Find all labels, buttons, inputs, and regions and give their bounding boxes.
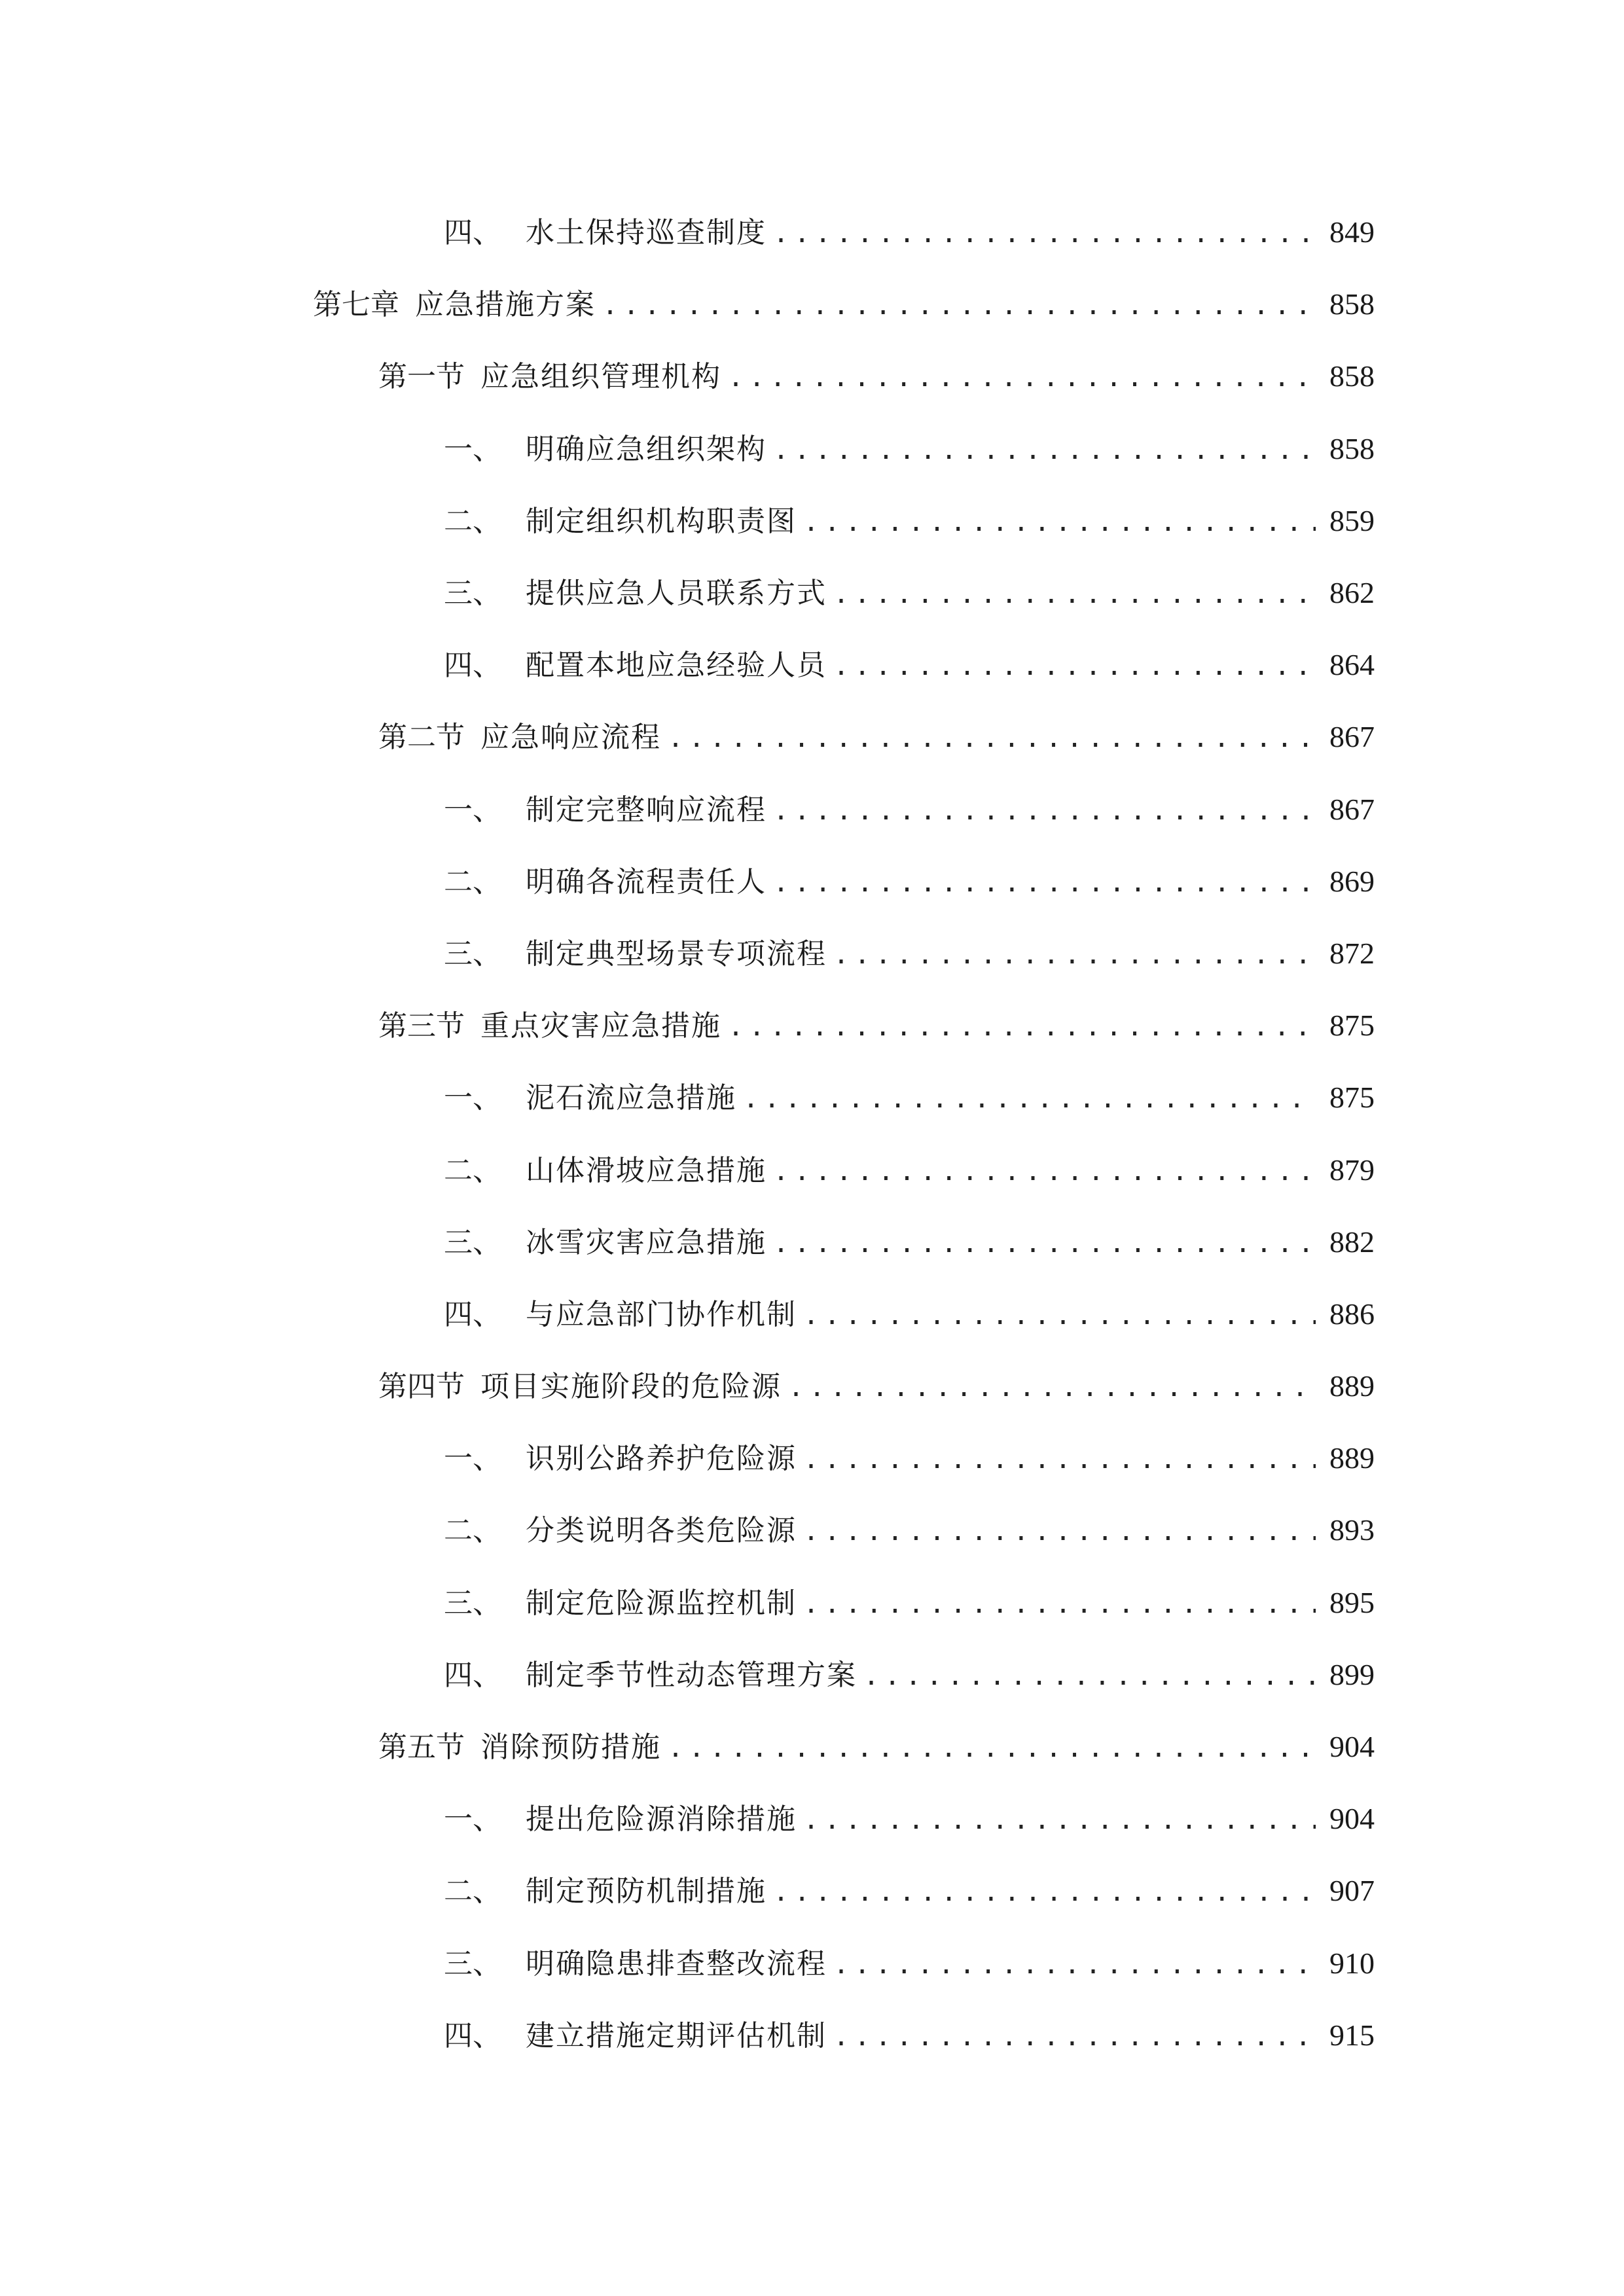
toc-entry-line: [444, 1155, 1375, 1185]
toc-entry-number: 三、: [444, 1586, 501, 1620]
toc-entry-title: 应急组织管理机构: [480, 360, 721, 394]
toc-dot-leader: [788, 1374, 1316, 1401]
toc-entry-line: [444, 1227, 1375, 1257]
toc-page-number: 889: [1329, 1369, 1375, 1403]
toc-entry[interactable]: [0, 1567, 1624, 1639]
toc-entry-title: 泥石流应急措施: [526, 1081, 736, 1115]
toc-page-number: 886: [1329, 1297, 1375, 1331]
toc-entry-title: 制定组织机构职责图: [526, 504, 797, 538]
toc-entry-number: 第七章: [313, 288, 399, 322]
toc-entry-line: [378, 1369, 1375, 1404]
toc-entry[interactable]: [0, 1206, 1624, 1278]
toc-dot-leader: [833, 942, 1316, 968]
toc-entry-number: 三、: [444, 1946, 501, 1981]
toc-entry[interactable]: [0, 990, 1624, 1062]
toc-page-number: 889: [1329, 1441, 1375, 1475]
toc-entry-title: 明确应急组织架构: [526, 432, 767, 466]
toc-dot-leader: [773, 1158, 1316, 1185]
toc-dot-leader: [833, 2024, 1316, 2050]
toc-entry-number: 二、: [444, 865, 501, 899]
toc-entry-line: [444, 1299, 1375, 1329]
toc-page-number: 867: [1329, 792, 1375, 826]
toc-entry-line: [444, 431, 1375, 466]
toc-entry[interactable]: [0, 774, 1624, 846]
toc-page-number: 899: [1329, 1657, 1375, 1691]
toc-dot-leader: [833, 653, 1316, 679]
toc-entry-title: 制定预防机制措施: [526, 1874, 767, 1909]
toc-page-number: 895: [1329, 1585, 1375, 1619]
toc-dot-leader: [602, 293, 1316, 319]
toc-dot-leader: [668, 725, 1316, 751]
toc-entry[interactable]: [0, 1350, 1624, 1422]
toc-entry[interactable]: [0, 629, 1624, 701]
toc-dot-leader: [773, 221, 1316, 247]
toc-page-number: 869: [1329, 864, 1375, 898]
toc-entry-number: 第三节: [378, 1009, 465, 1043]
toc-dot-leader: [773, 1230, 1316, 1257]
toc-entry-title: 识别公路养护危险源: [526, 1442, 797, 1476]
toc-entry-number: 二、: [444, 1153, 501, 1187]
toc-dot-leader: [728, 1014, 1316, 1040]
toc-page-number: 859: [1329, 503, 1375, 537]
toc-entry-title: 制定典型场景专项流程: [526, 937, 827, 971]
toc-page-number: 910: [1329, 1946, 1375, 1980]
toc-dot-leader: [803, 1446, 1316, 1473]
toc-page-number: 875: [1329, 1009, 1375, 1043]
toc-entry-title: 山体滑坡应急措施: [526, 1153, 767, 1187]
toc-entry-line: [444, 576, 1375, 611]
toc-entry-number: 二、: [444, 504, 501, 538]
toc-entry-title: 建立措施定期评估机制: [526, 2018, 827, 2053]
toc-entry[interactable]: [0, 1494, 1624, 1566]
toc-dot-leader: [668, 1735, 1316, 1761]
toc-dot-leader: [773, 437, 1316, 463]
toc-entry[interactable]: [0, 2000, 1624, 2072]
toc-dot-leader: [743, 1086, 1316, 1112]
toc-entry-number: 第二节: [378, 721, 465, 755]
toc-dot-leader: [803, 1518, 1316, 1545]
toc-entry-line: [444, 215, 1375, 250]
toc-entry-title: 水土保持巡查制度: [526, 216, 767, 250]
toc-entry-line: [313, 287, 1375, 322]
toc-page-number: 893: [1329, 1513, 1375, 1547]
toc-page-number: 862: [1329, 576, 1375, 610]
toc-entry-title: 消除预防措施: [480, 1731, 661, 1765]
toc-page-number: 879: [1329, 1153, 1375, 1187]
toc-entry[interactable]: [0, 1422, 1624, 1494]
toc-entry-line: [444, 1585, 1375, 1620]
toc-dot-leader: [728, 365, 1316, 391]
toc-page-number: 875: [1329, 1081, 1375, 1115]
toc-entry-line: [444, 1948, 1375, 1979]
toc-entry-line: [444, 792, 1375, 827]
toc-entry[interactable]: [0, 701, 1624, 773]
toc-entry-line: [444, 1874, 1375, 1909]
toc-entry-title: 配置本地应急经验人员: [526, 649, 827, 683]
toc-entry-line: [444, 648, 1375, 683]
toc-entry-number: 四、: [444, 216, 501, 250]
toc-entry-number: 第四节: [378, 1370, 465, 1404]
toc-page-number: 882: [1329, 1225, 1375, 1259]
toc-entry-line: [444, 2020, 1375, 2051]
toc-entry[interactable]: [0, 1639, 1624, 1711]
toc-entry[interactable]: [0, 1711, 1624, 1783]
toc-entry[interactable]: [0, 918, 1624, 990]
toc-entry-line: [444, 1513, 1375, 1548]
toc-entry[interactable]: [0, 1278, 1624, 1350]
toc-entry-number: 一、: [444, 1803, 501, 1837]
toc-entry-line: [444, 864, 1375, 899]
toc-entry-title: 重点灾害应急措施: [480, 1009, 721, 1043]
toc-entry-line: [444, 1657, 1375, 1692]
toc-entry[interactable]: [0, 1134, 1624, 1206]
toc-dot-leader: [773, 1879, 1316, 1905]
toc-entry-title: 项目实施阶段的危险源: [480, 1370, 782, 1404]
toc-page-number: 907: [1329, 1874, 1375, 1908]
toc-entry-title: 提供应急人员联系方式: [526, 577, 827, 611]
toc-dot-leader: [803, 509, 1316, 535]
toc-entry-line: [444, 1083, 1375, 1113]
toc-entry-line: [444, 936, 1375, 971]
toc-entry-title: 明确各流程责任人: [526, 865, 767, 899]
toc-entry[interactable]: [0, 557, 1624, 629]
toc-page-number: 904: [1329, 1730, 1375, 1764]
toc-entry-number: 一、: [444, 793, 501, 827]
toc-page-number: 915: [1329, 2018, 1375, 2052]
toc-entry-line: [378, 1011, 1375, 1041]
toc-page-number: 849: [1329, 215, 1375, 249]
toc-entry-line: [444, 503, 1375, 538]
toc-entry-number: 二、: [444, 1514, 501, 1548]
table-of-contents: [0, 196, 1624, 2072]
toc-entry[interactable]: [0, 846, 1624, 918]
toc-entry-number: 四、: [444, 649, 501, 683]
toc-entry-title: 明确隐患排查整改流程: [526, 1946, 827, 1981]
toc-entry[interactable]: [0, 268, 1624, 340]
toc-entry-number: 四、: [444, 1297, 501, 1331]
toc-entry-title: 制定完整响应流程: [526, 793, 767, 827]
toc-entry-line: [378, 359, 1375, 394]
toc-entry[interactable]: [0, 485, 1624, 557]
toc-entry-number: 二、: [444, 1874, 501, 1909]
toc-entry-number: 三、: [444, 577, 501, 611]
toc-page-number: 858: [1329, 431, 1375, 465]
toc-entry[interactable]: [0, 196, 1624, 268]
toc-dot-leader: [863, 1663, 1316, 1689]
toc-entry[interactable]: [0, 1928, 1624, 2000]
toc-entry[interactable]: [0, 1855, 1624, 1927]
toc-entry[interactable]: [0, 413, 1624, 485]
toc-entry-number: 三、: [444, 1225, 501, 1259]
toc-entry-number: 第五节: [378, 1731, 465, 1765]
toc-entry[interactable]: [0, 1062, 1624, 1134]
toc-entry-number: 三、: [444, 937, 501, 971]
toc-entry-line: [378, 1730, 1375, 1765]
toc-entry-number: 一、: [444, 1442, 501, 1476]
toc-entry-title: 分类说明各类危险源: [526, 1514, 797, 1548]
toc-entry-title: 提出危险源消除措施: [526, 1803, 797, 1837]
toc-entry-number: 一、: [444, 432, 501, 466]
toc-entry-number: 第一节: [378, 360, 465, 394]
toc-entry-title: 应急响应流程: [480, 721, 661, 755]
toc-page-number: 858: [1329, 359, 1375, 393]
toc-dot-leader: [803, 1807, 1316, 1833]
toc-page-number: 904: [1329, 1802, 1375, 1836]
toc-page-number: 858: [1329, 287, 1375, 321]
toc-entry[interactable]: [0, 1783, 1624, 1855]
toc-page-number: 864: [1329, 648, 1375, 682]
toc-entry-line: [444, 1441, 1375, 1476]
toc-dot-leader: [773, 798, 1316, 824]
toc-entry-title: 与应急部门协作机制: [526, 1297, 797, 1331]
toc-entry-title: 冰雪灾害应急措施: [526, 1225, 767, 1259]
toc-entry-title: 应急措施方案: [415, 288, 596, 322]
toc-entry[interactable]: [0, 340, 1624, 412]
toc-entry-title: 制定季节性动态管理方案: [526, 1658, 857, 1692]
toc-entry-line: [444, 1802, 1375, 1837]
toc-entry-number: 四、: [444, 1658, 501, 1692]
toc-dot-leader: [833, 581, 1316, 607]
toc-entry-line: [378, 720, 1375, 755]
toc-dot-leader: [773, 870, 1316, 896]
toc-entry-title: 制定危险源监控机制: [526, 1586, 797, 1620]
toc-entry-number: 一、: [444, 1081, 501, 1115]
toc-page-number: 867: [1329, 720, 1375, 754]
toc-dot-leader: [803, 1591, 1316, 1617]
toc-dot-leader: [833, 1952, 1316, 1978]
toc-dot-leader: [803, 1302, 1316, 1329]
toc-page-number: 872: [1329, 936, 1375, 970]
toc-entry-number: 四、: [444, 2018, 501, 2053]
